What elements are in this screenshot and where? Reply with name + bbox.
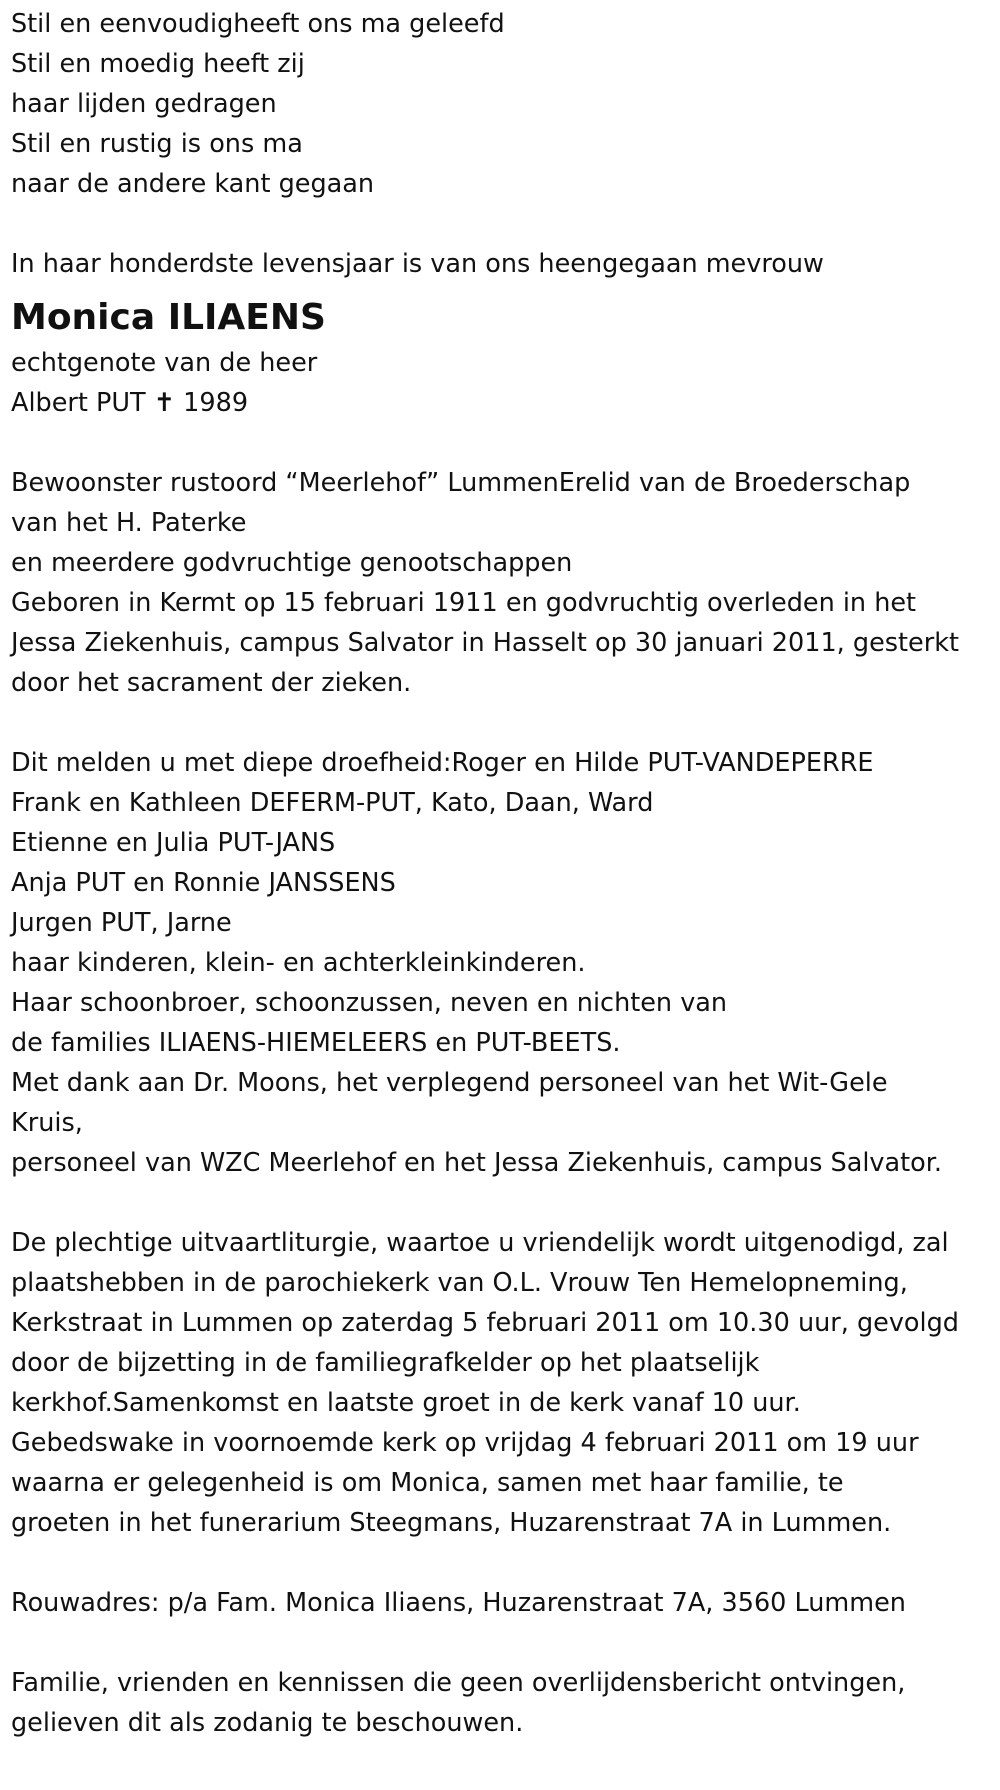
funeral-line: door de bijzetting in de familiegrafkelder op het plaatselijk — [11, 1348, 760, 1378]
family-line: Haar schoonbroer, schoonzussen, neven en nichten van — [11, 988, 728, 1018]
family-line: Jurgen PUT, Jarne — [11, 908, 232, 938]
bio-line: Bewoonster rustoord “Meerlehof” LummenErelid van de Broederschap — [11, 468, 911, 498]
funeral-line: plaatshebben in de parochiekerk van O.L. Vrouw Ten Hemelopneming, — [11, 1268, 908, 1298]
spacer — [11, 423, 990, 463]
funeral-line: Kerkstraat in Lummen op zaterdag 5 februari 2011 om 10.30 uur, gevolgd — [11, 1308, 959, 1338]
spouse-line: echtgenote van de heer — [11, 348, 318, 378]
bio-line: van het H. Paterke — [11, 508, 247, 538]
intro-text: In haar honderdste levensjaar is van ons heengegaan mevrouw — [11, 249, 824, 279]
closing-line: Familie, vrienden en kennissen die geen overlijdensbericht ontvingen, — [11, 1668, 906, 1698]
biography — [11, 463, 990, 703]
poem-line: haar lijden gedragen — [11, 89, 277, 119]
spacer — [11, 204, 990, 244]
poem — [11, 4, 990, 204]
family-line: Met dank aan Dr. Moons, het verplegend personeel van het Wit-Gele — [11, 1068, 888, 1098]
family-announcement — [11, 743, 990, 1183]
funeral-line: groeten in het funerarium Steegmans, Huzarenstraat 7A in Lummen. — [11, 1508, 892, 1538]
funeral-line: kerkhof.Samenkomst en laatste groet in de kerk vanaf 10 uur. — [11, 1388, 801, 1418]
poem-line: Stil en eenvoudigheeft ons ma geleefd — [11, 9, 505, 39]
funeral-line: De plechtige uitvaartliturgie, waartoe u vriendelijk wordt uitgenodigd, zal — [11, 1228, 949, 1258]
family-line: Frank en Kathleen DEFERM-PUT, Kato, Daan, Ward — [11, 788, 654, 818]
poem-line: naar de andere kant gegaan — [11, 169, 375, 199]
bio-line: Jessa Ziekenhuis, campus Salvator in Hasselt op 30 januari 2011, gesterkt — [11, 628, 959, 658]
family-line: Kruis, — [11, 1108, 83, 1138]
bio-line: Geboren in Kermt op 15 februari 1911 en godvruchtig overleden in het — [11, 588, 917, 618]
bio-line: door het sacrament der zieken. — [11, 668, 412, 698]
family-line: personeel van WZC Meerlehof en het Jessa Ziekenhuis, campus Salvator. — [11, 1148, 942, 1178]
spacer — [11, 703, 990, 743]
family-line: Anja PUT en Ronnie JANSSENS — [11, 868, 396, 898]
funeral-line: Gebedswake in voornoemde kerk op vrijdag 4 februari 2011 om 19 uur — [11, 1428, 919, 1458]
mourning-address: Rouwadres: p/a Fam. Monica Iliaens, Huzarenstraat 7A, 3560 Lummen — [11, 1588, 906, 1618]
deceased-name: Monica ILIAENS — [11, 297, 326, 338]
family-line: haar kinderen, klein- en achterkleinkinderen. — [11, 948, 586, 978]
spacer — [11, 1183, 990, 1223]
funeral-details — [11, 1223, 990, 1543]
closing-line: gelieven dit als zodanig te beschouwen. — [11, 1708, 524, 1738]
spouse-line: Albert PUT ✝ 1989 — [11, 388, 249, 418]
closing-note — [11, 1663, 990, 1743]
family-line: de families ILIAENS-HIEMELEERS en PUT-BEETS. — [11, 1028, 621, 1058]
poem-line: Stil en rustig is ons ma — [11, 129, 303, 159]
family-line: Etienne en Julia PUT-JANS — [11, 828, 336, 858]
bio-line: en meerdere godvruchtige genootschappen — [11, 548, 573, 578]
spouse-info — [11, 343, 990, 423]
family-line: Dit melden u met diepe droefheid:Roger en Hilde PUT-VANDEPERRE — [11, 748, 874, 778]
spacer — [11, 1623, 990, 1663]
spacer — [11, 1543, 990, 1583]
funeral-line: waarna er gelegenheid is om Monica, samen met haar familie, te — [11, 1468, 844, 1498]
poem-line: Stil en moedig heeft zij — [11, 49, 305, 79]
